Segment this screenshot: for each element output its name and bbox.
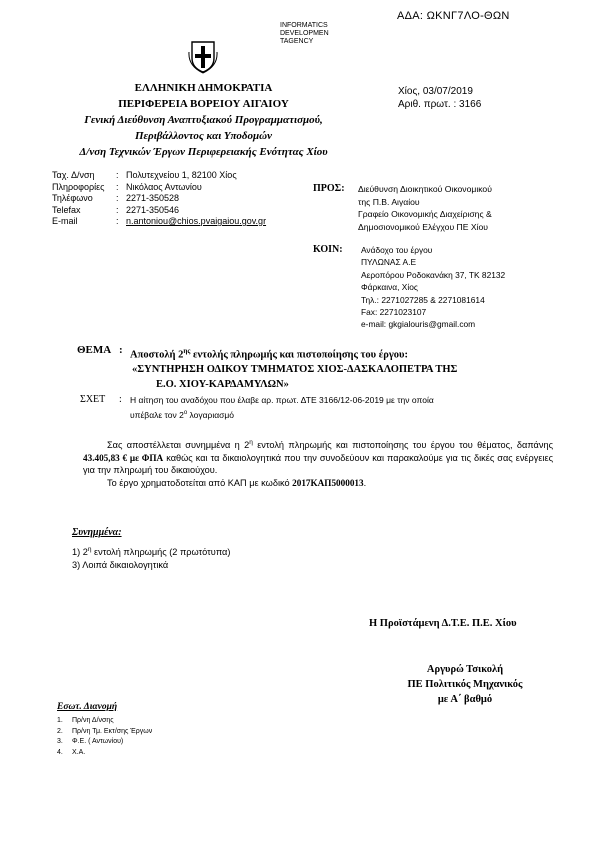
contact-row: E-mail : n.antoniou@chios.pvaigaiou.gov.gr xyxy=(52,216,267,226)
subject-line: Αποστολή $2^{\eta\varsigma}$ εντολής πληρωμής και πιστοποίησης του έργου: xyxy=(130,347,408,361)
reference-line: υπέβαλε τον $2^o$ λογαριασμό xyxy=(130,409,235,420)
recipient-block xyxy=(358,183,558,233)
contact-value: 2271-350546 xyxy=(126,204,180,215)
contact-row: Τηλέφωνο : 2271-350528 xyxy=(52,193,180,203)
subject-project-line: Ε.Ο. ΧΙΟΥ-ΚΑΡΔΑΜΥΛΩΝ» xyxy=(156,378,289,390)
cc-line: Τηλ.: 2271027285 & 2271081614 xyxy=(361,294,485,305)
info-dev-line: TAGENCY xyxy=(280,38,314,45)
attachments-title: Συνημμένα: xyxy=(72,527,122,538)
recipient-line: της Π.Β. Αιγαίου xyxy=(358,196,420,207)
protocol-number: Αριθ. πρωτ. : 3166 xyxy=(398,99,482,110)
cc-label: ΚΟΙΝ: xyxy=(313,244,343,255)
contact-label: Πληροφορίες xyxy=(52,181,105,192)
signatory-role: Η Προϊστάμενη Δ.Τ.Ε. Π.Ε. Χίου xyxy=(369,618,517,629)
header-line-department: Δ/νση Τεχνικών Έργων Περιφερειακής Ενότητας Χίου xyxy=(79,146,328,158)
contact-value: Πολυτεχνείου 1, 82100 Χίος xyxy=(126,170,237,180)
distribution-item: 1. Πρ/νη Δ/νσης xyxy=(57,717,114,724)
cc-block xyxy=(361,244,561,331)
signatory-title: ΠΕ Πολιτικός Μηχανικός xyxy=(407,679,523,690)
distribution-item: 3. Φ.Ε. ( Αντωνίου) xyxy=(57,738,124,745)
ada-code: ΑΔΑ: ΩΚΝΓ7ΛΟ-ΘΩΝ xyxy=(397,10,510,22)
reference-colon: : xyxy=(119,394,122,405)
contact-value: Νικόλαος Αντωνίου xyxy=(126,181,202,192)
cc-line: e-mail: gkgialouris@gmail.com xyxy=(361,319,476,330)
signatory-block xyxy=(380,662,550,707)
info-dev-line: INFORMATICS xyxy=(280,22,328,29)
subject-text xyxy=(130,344,550,392)
date-protocol-block xyxy=(398,85,481,111)
place-date: Χίος, 03/07/2019 xyxy=(398,86,473,97)
signatory-grade: με Α΄ βαθμό xyxy=(437,694,493,705)
cc-line: Fax: 2271023107 xyxy=(361,307,427,318)
contact-block xyxy=(52,170,266,228)
subject-label: ΘΕΜΑ xyxy=(77,344,112,356)
email-link[interactable]: n.antoniou@chios.pvaigaiou.gov.gr xyxy=(126,216,267,226)
recipient-line: Δημοσιονομικού Ελέγχου ΠΕ Χίου xyxy=(358,221,488,232)
subject-project-line: «ΣΥΝΤΗΡΗΣΗ ΟΔΙΚΟΥ ΤΜΗΜΑΤΟΣ ΧΙΟΣ-ΔΑΣΚΑΛΟΠΕΤΡΑ ΤΗΣ xyxy=(132,364,458,375)
greek-emblem-icon xyxy=(188,40,218,74)
info-dev-logo-text xyxy=(280,22,329,46)
cc-line: Αεροπόρου Ροδοκανάκη 37, ΤΚ 82132 xyxy=(361,269,506,280)
recipient-line: Γραφείο Οικονομικής Διαχείρισης & xyxy=(358,209,492,219)
reference-text xyxy=(130,394,550,422)
letter-body xyxy=(83,437,553,489)
cc-line: Ανάδοχο του έργου xyxy=(361,245,433,255)
contact-row: Telefax : 2271-350546 xyxy=(52,204,180,215)
contact-label: Ταχ. Δ/νση xyxy=(52,170,95,180)
reference-label: ΣΧΕΤ xyxy=(80,394,106,405)
contact-label: Telefax xyxy=(52,204,81,215)
attachment-item: 1) $2^\eta$ εντολή πληρωμής (2 πρωτότυπα) xyxy=(72,546,231,558)
cc-line: ΠΥΛΩΝΑΣ Α.Ε xyxy=(361,257,417,268)
header-line-directorate: Γενική Διεύθυνση Αναπτυξιακού Προγραμματισμού, xyxy=(84,114,323,126)
payment-amount: 43.405,83 € με ΦΠΑ xyxy=(83,452,164,463)
header-line-directorate-2: Περιβάλλοντος και Υποδομών xyxy=(134,130,272,142)
funding-code: 2017ΚΑΠ5000013 xyxy=(292,477,364,488)
body-paragraph: Το έργο χρηματοδοτείται από ΚΑΠ με κωδικό 2017ΚΑΠ5000013. xyxy=(107,477,367,488)
attachments-list xyxy=(72,543,230,572)
attachment-item: 3) Λοιπά δικαιολογητικά xyxy=(72,560,169,571)
contact-row: Πληροφορίες : Νικόλαος Αντωνίου xyxy=(52,181,202,192)
internal-distribution-list xyxy=(57,716,152,758)
recipient-line: Διεύθυνση Διοικητικού Οικονομικού xyxy=(358,184,492,194)
internal-distribution-title: Εσωτ. Διανομή xyxy=(57,702,118,712)
contact-value: 2271-350528 xyxy=(126,193,180,203)
distribution-item: 2. Πρ/νη Τμ. Εκτ/σης Έργων xyxy=(57,727,153,735)
subject-colon: : xyxy=(119,344,123,356)
contact-label: Τηλέφωνο xyxy=(52,193,93,203)
reference-line: Η αίτηση του αναδόχου που έλαβε αρ. πρωτ. ΔΤΕ 3166/12-06-2019 με την οποία xyxy=(130,395,434,405)
issuer-header xyxy=(40,80,367,160)
contact-row: Ταχ. Δ/νση : Πολυτεχνείου 1, 82100 Χίος xyxy=(52,170,237,180)
signatory-name: Αργυρώ Τσικολή xyxy=(426,664,504,675)
info-dev-line: DEVELOPMEN xyxy=(280,30,329,37)
body-paragraph: Σας αποστέλλεται συνημμένα η $2^\eta$ εντολή πληρωμής και πιστοποίησης του έργου του θέματος, δαπάνης 43.405,83 € με ΦΠΑ καθώς και τα δικαιολογητικά που την συνοδεύουν και παρακαλούμε για τις δικές σας ενέργειες για την πληρωμή του δικαιούχου. xyxy=(83,439,553,476)
cc-line: Φάρκαινα, Χίος xyxy=(361,282,418,293)
distribution-item: 4. Χ.Α. xyxy=(57,748,86,756)
header-line-region: ΠΕΡΙΦΕΡΕΙΑ ΒΟΡΕΙΟΥ ΑΙΓΑΙΟΥ xyxy=(118,98,289,110)
recipient-label: ΠΡΟΣ: xyxy=(313,183,345,194)
contact-label: E-mail xyxy=(52,216,78,226)
header-line-republic: ΕΛΛΗΝΙΚΗ ΔΗΜΟΚΡΑΤΙΑ xyxy=(134,82,273,94)
